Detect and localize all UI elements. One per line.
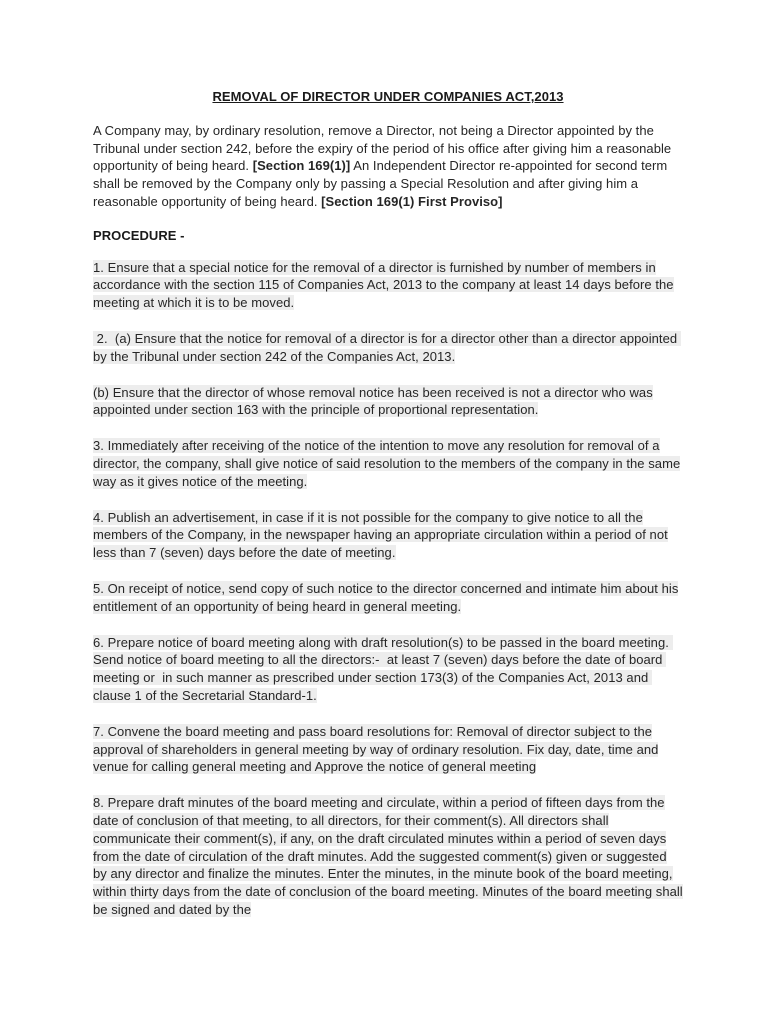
step-text: 3. Immediately after receiving of the notice of the intention to move any resolution for removal of a director, the company, shall give notice of said resolution to the members of the company in the same way as it gives notice of the meeting. (93, 438, 681, 489)
intro-text-1: A Company may, by ordinary resolution, remove a Director, not being a Director appointed by the Tribunal under section 242, before the expiry of the period of his office after giving him a reasonable opportunity of being heard. (93, 122, 672, 174)
procedure-heading: PROCEDURE - (93, 227, 185, 243)
procedure-step-1 (93, 259, 683, 312)
step-text: 1. Ensure that a special notice for the removal of a director is furnished by number of members in accordance with the section 115 of Companies Act, 2013 to the company at least 14 days before the meeting at which it is to be moved. (93, 259, 674, 311)
intro-text-2: An Independent Director re-appointed for second term shall be removed by the Company only by passing a Special Resolution and after giving him a reasonable opportunity of being heard. (93, 158, 668, 209)
procedure-step-8 (93, 794, 683, 919)
procedure-step-7 (93, 723, 683, 776)
procedure-step-6 (93, 634, 683, 705)
procedure-step-5 (93, 580, 683, 616)
intro-paragraph (93, 122, 683, 211)
document-body (93, 88, 683, 937)
step-text: (b) Ensure that the director of whose removal notice has been received is not a director who was appointed under section 163 with the principle of proportional representation. (93, 384, 653, 418)
document-title: REMOVAL OF DIRECTOR UNDER COMPANIES ACT,2013 (212, 89, 564, 104)
step-text: 6. Prepare notice of board meeting along with draft resolution(s) to be passed in the board meeting. Send notice of board meeting to all the directors:- at least 7 (seven) days before the date of board meeting or in such manner as prescribed under section 173(3) of the Companies Act, 2013 and clause 1 of the Secretarial Standard-1. (93, 634, 673, 703)
step-text: 2. (a) Ensure that the notice for removal of a director is for a director other than a director appointed by the Tribunal under section 242 of the Companies Act, 2013. (93, 330, 681, 364)
intro-section-ref-1: [Section 169(1)] (252, 158, 351, 174)
intro-section-ref-2: [Section 169(1) First Proviso] (321, 193, 503, 209)
step-text: 7. Convene the board meeting and pass board resolutions for: Removal of director subject to the approval of shareholders in general meeting by way of ordinary resolution. Fix day, date, time and venue for calling general meeting and Approve the notice of general meeting (93, 723, 659, 775)
procedure-step-2a (93, 330, 683, 366)
step-text: 8. Prepare draft minutes of the board meeting and circulate, within a period of fifteen days from the date of conclusion of that meeting, to all directors, for their comment(s). All directors shall communicate their comment(s), if any, on the draft circulated minutes within a period of seven days from the date of circulation of the draft minutes. Add the suggested comment(s) given or suggested by any director and finalize the minutes. Enter the minutes, in the minute book of the board meeting, within thirty days from the date of conclusion of the board meeting. Minutes of the board meeting shall be signed and dated by the (93, 795, 683, 917)
step-text: 5. On receipt of notice, send copy of such notice to the director concerned and intimate him about his entitlement of an opportunity of being heard in general meeting. (93, 580, 679, 614)
step-text: 4. Publish an advertisement, in case if it is not possible for the company to give notice to all the members of the Company, in the newspaper having an appropriate circulation within a period of not less than 7 (seven) days before the date of meeting. (93, 509, 668, 561)
procedure-step-4 (93, 509, 683, 562)
procedure-step-2b (93, 384, 683, 420)
procedure-step-3 (93, 437, 683, 490)
